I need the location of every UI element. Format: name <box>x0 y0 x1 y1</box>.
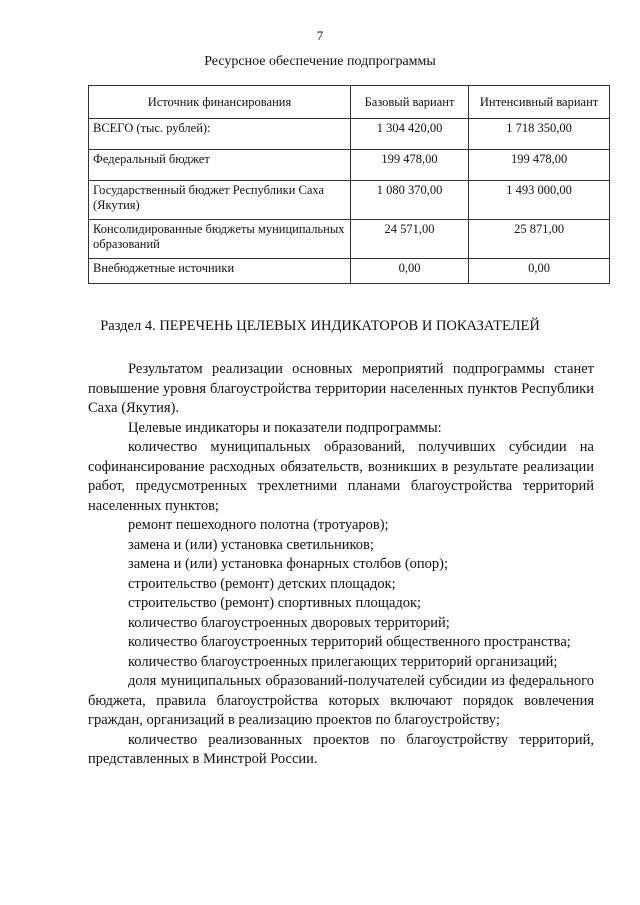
section-title: Раздел 4. ПЕРЕЧЕНЬ ЦЕЛЕВЫХ ИНДИКАТОРОВ И ПОКАЗАТЕЛЕЙ <box>100 318 540 334</box>
indicator-item: ремонт пешеходного полотна (тротуаров); <box>128 517 389 533</box>
row-source: Федеральный бюджет <box>89 150 351 181</box>
table-title: Ресурсное обеспечение подпрограммы <box>204 54 436 69</box>
section-body <box>88 360 594 770</box>
indicator-item: количество благоустроенных территорий общественного пространства; <box>128 634 571 650</box>
indicator-item: количество муниципальных образований, получивших субсидии на софинансирование расходных обязательств, возникших в результате реализации работ, предусмотренных трехлетними планами благоустройства территорий населенных пунктов; <box>88 439 594 514</box>
header-base: Базовый вариант <box>350 86 468 119</box>
row-base: 1 080 370,00 <box>350 181 468 220</box>
row-intensive: 1 718 350,00 <box>469 119 610 150</box>
row-intensive: 0,00 <box>469 259 610 284</box>
table-row <box>89 220 610 259</box>
indicator-item: строительство (ремонт) детских площадок; <box>128 575 396 592</box>
row-source: Государственный бюджет Республики Саха (Якутия) <box>89 181 351 220</box>
row-source: Внебюджетные источники <box>89 259 351 284</box>
resource-table <box>88 85 610 284</box>
row-intensive: 1 493 000,00 <box>469 181 610 220</box>
indicator-item: замена и (или) установка светильников; <box>128 536 374 553</box>
table-header-row <box>89 86 610 119</box>
indicator-item: количество благоустроенных прилегающих территорий организаций; <box>128 653 558 670</box>
indicator-item: количество реализованных проектов по благоустройству территорий, представленных в Минстрой России. <box>88 731 594 767</box>
row-intensive: 199 478,00 <box>469 150 610 181</box>
row-base: 1 304 420,00 <box>350 119 468 150</box>
row-source: Консолидированные бюджеты муниципальных образований <box>89 220 351 259</box>
header-source: Источник финансирования <box>89 86 351 119</box>
row-source: ВСЕГО (тыс. рублей): <box>89 119 351 150</box>
row-base: 199 478,00 <box>350 150 468 181</box>
page-number: 7 <box>316 28 324 43</box>
indicator-item: замена и (или) установка фонарных столбов (опор); <box>128 556 449 572</box>
indicator-item: строительство (ремонт) спортивных площадок; <box>128 595 422 611</box>
table-row <box>89 150 610 181</box>
paragraph-result: Результатом реализации основных мероприятий подпрограммы станет повышение уровня благоустройства территории населенных пунктов Республики Саха (Якутия). <box>88 361 594 416</box>
table-row <box>89 119 610 150</box>
table-row <box>89 259 610 284</box>
table-row <box>89 181 610 220</box>
indicator-item: доля муниципальных образований-получателей субсидии из федерального бюджета, правила благоустройства которых включают порядок вовлечения граждан, организаций в реализацию проектов по благоустройству; <box>88 673 594 728</box>
paragraph-indicators-intro: Целевые индикаторы и показатели подпрограммы: <box>128 419 442 436</box>
row-intensive: 25 871,00 <box>469 220 610 259</box>
row-base: 0,00 <box>350 259 468 284</box>
header-intensive: Интенсивный вариант <box>469 86 610 119</box>
row-base: 24 571,00 <box>350 220 468 259</box>
indicator-item: количество благоустроенных дворовых территорий; <box>128 614 450 631</box>
